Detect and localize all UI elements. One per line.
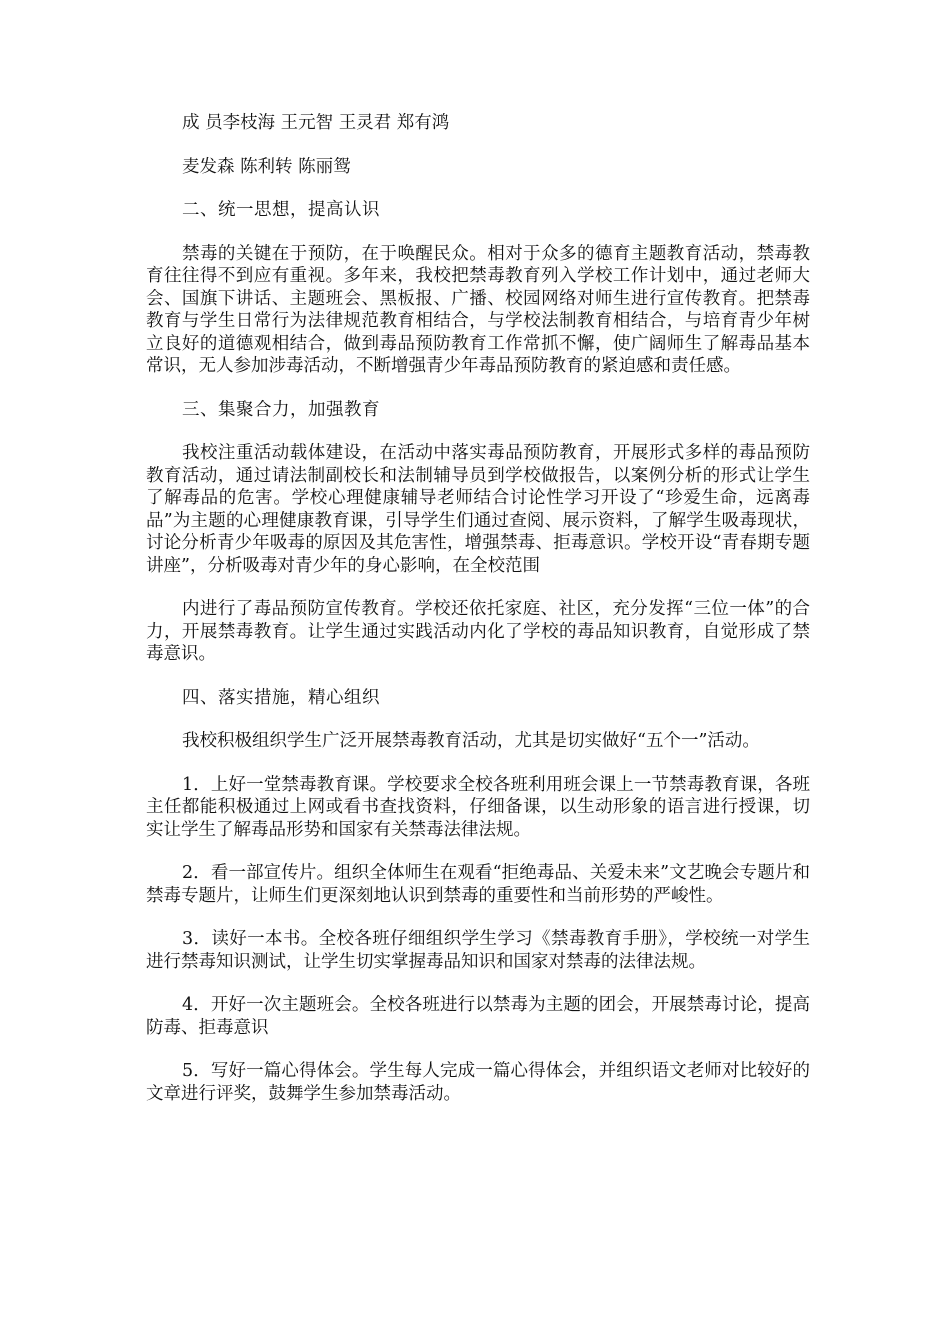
member-list-line-2: 麦发森 陈利转 陈丽鸳 <box>182 156 351 177</box>
section-heading-3: 三、集聚合力，加强教育 <box>182 399 380 420</box>
section-heading-4: 四、落实措施，精心组织 <box>182 687 380 708</box>
list-item-3: 3．读好一本书。全校各班仔细组织学生学习《禁毒教育手册》，学校统一对学生进行禁毒知识测试，让学生切实掌握毒品知识和国家对禁毒的法律法规。 <box>146 929 810 972</box>
document-body <box>146 112 810 1126</box>
paragraph-prevention: 禁毒的关键在于预防，在于唤醒民众。相对于众多的德育主题教育活动，禁毒教育往往得不到应有重视。多年来，我校把禁毒教育列入学校工作计划中，通过老师大会、国旗下讲话、主题班会、黑板报、广播、校园网络对师生进行宣传教育。把禁毒教育与学生日常行为法律规范教育相结合，与学校法制教育相结合，与培育青少年树立良好的道德观相结合，做到毒品预防教育工作常抓不懈，使广阔师生了解毒品基本常识，无人参加涉毒活动，不断增强青少年毒品预防教育的紧迫感和责任感。 <box>146 243 810 376</box>
paragraph-community: 内进行了毒品预防宣传教育。学校还依托家庭、社区，充分发挥“三位一体”的合力，开展禁毒教育。让学生通过实践活动内化了学校的毒品知识教育，自觉形成了禁毒意识。 <box>146 599 810 664</box>
paragraph-activities: 我校注重活动载体建设，在活动中落实毒品预防教育，开展形式多样的毒品预防教育活动，通过请法制副校长和法制辅导员到学校做报告，以案例分析的形式让学生了解毒品的危害。学校心理健康辅导老师结合讨论性学习开设了“珍爱生命，远离毒品”为主题的心理健康教育课，引导学生们通过查阅、展示资料，了解学生吸毒现状，讨论分析青少年吸毒的原因及其危害性，增强禁毒、拒毒意识。学校开设“青春期专题讲座”，分析吸毒对青少年的身心影响，在全校范围 <box>146 443 810 576</box>
list-item-2: 2．看一部宣传片。组织全体师生在观看“拒绝毒品、关爱未来”文艺晚会专题片和禁毒专题片，让师生们更深刻地认识到禁毒的重要性和当前形势的严峻性。 <box>146 863 810 906</box>
member-list-line-1: 成 员李枝海 王元智 王灵君 郑有鸿 <box>182 113 450 133</box>
list-item-5: 5．写好一篇心得体会。学生每人完成一篇心得体会，并组织语文老师对比较好的文章进行评奖，鼓舞学生参加禁毒活动。 <box>146 1061 810 1104</box>
list-item-4: 4．开好一次主题班会。全校各班进行以禁毒为主题的团会，开展禁毒讨论，提高防毒、拒毒意识 <box>146 995 810 1038</box>
section-heading-2: 二、统一思想，提高认识 <box>182 200 380 220</box>
list-item-1: 1．上好一堂禁毒教育课。学校要求全校各班利用班会课上一节禁毒教育课，各班主任都能积极通过上网或看书查找资料，仔细备课，以生动形象的语言进行授课，切实让学生了解毒品形势和国家有关禁毒法律法规。 <box>146 774 810 840</box>
paragraph-five-ones: 我校积极组织学生广泛开展禁毒教育活动，尤其是切实做好“五个一”活动。 <box>182 731 760 751</box>
